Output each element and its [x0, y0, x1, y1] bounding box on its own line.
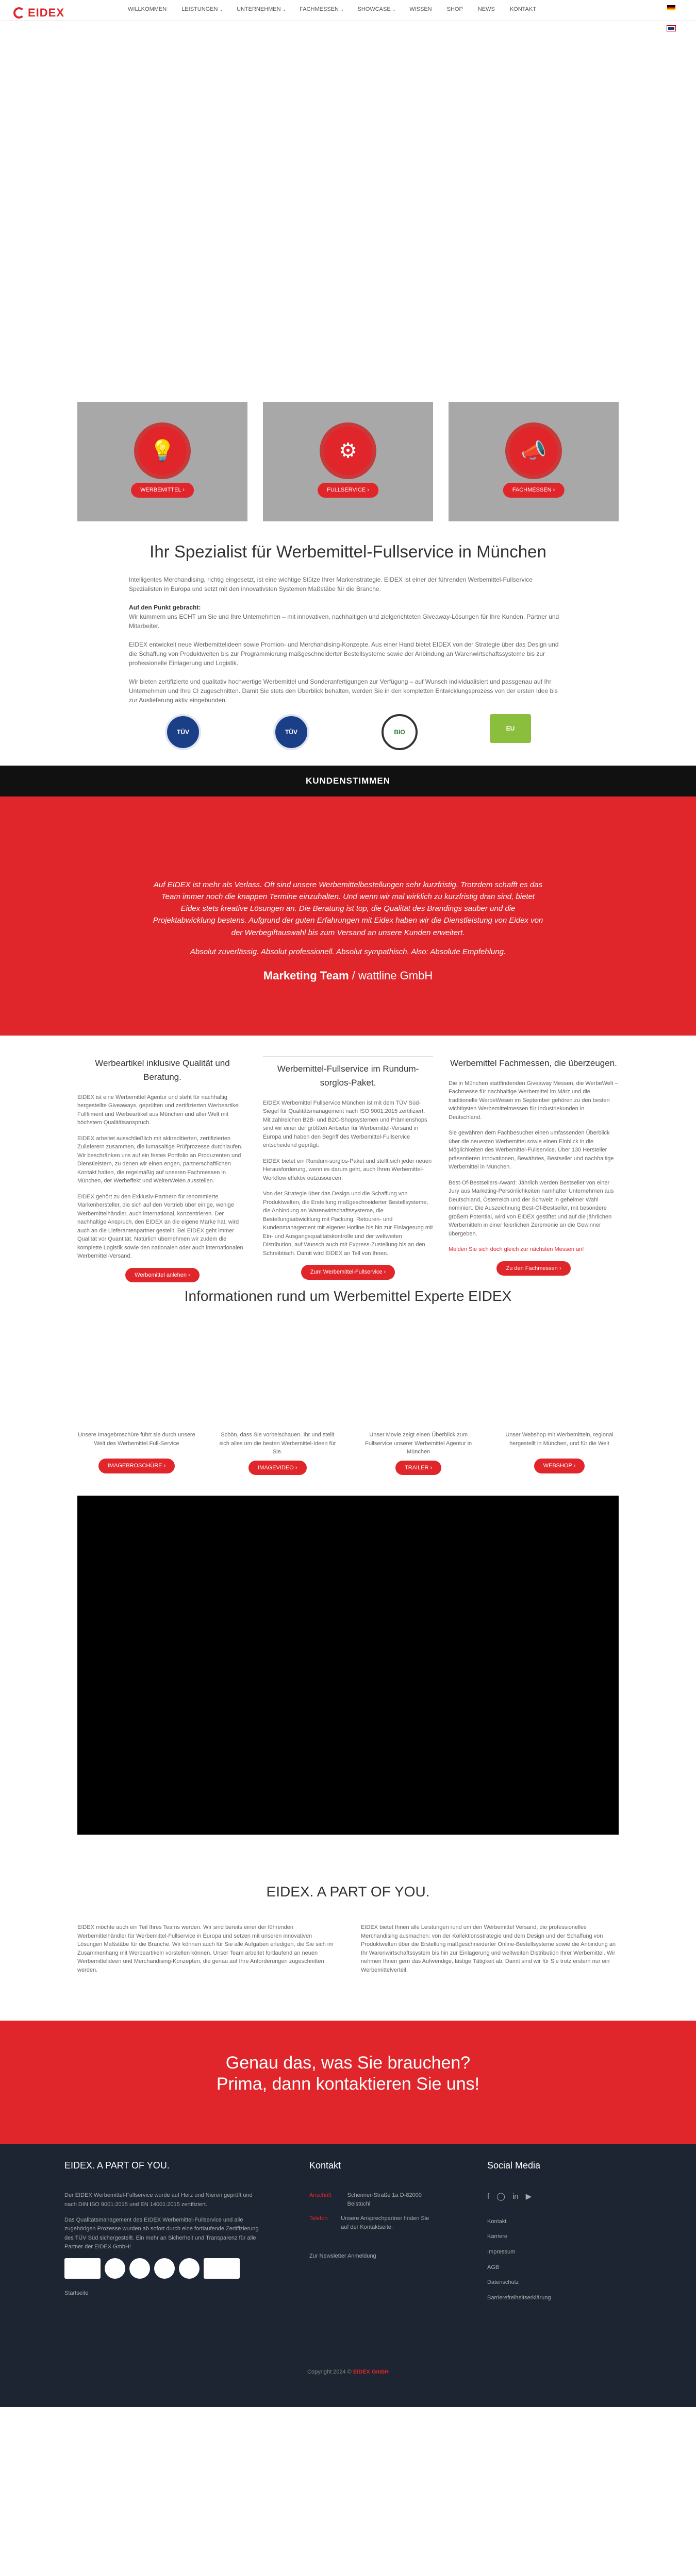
footer-badges: [64, 2258, 260, 2279]
bio-seal-icon: [154, 2258, 175, 2279]
info-text: Unser Webshop mit Werbemitteln, regional hergestellt in München, und für die Welt: [505, 1432, 614, 1447]
info-text: Unsere Imagebroschüre führt sie durch unsere Welt des Werbemittel Full-Service: [78, 1432, 195, 1447]
column-paragraph: Die in München stattfindenden Giveaway Messen, die WerbeWelt – Fachmesse für nachhaltige Werbemittel im März und die traditionelle WerbeWesen im September gehören zu den besten wichtigsten Werbemittelmessen für Industriekunden in Deutschland.: [449, 1080, 618, 1121]
site-header: [0, 0, 696, 21]
fullservice-button[interactable]: FULLSERVICE ›: [318, 483, 378, 498]
fullservice-link-button[interactable]: Zum Werbemittel-Fullservice ›: [301, 1265, 395, 1280]
nav-item-leistungen[interactable]: LEISTUNGEN ⌄: [181, 6, 224, 12]
flag-uk-icon[interactable]: [667, 26, 675, 31]
site-footer: [0, 2144, 696, 2407]
info-item: [77, 1431, 196, 1475]
part-text: [77, 1923, 619, 1974]
footer-link[interactable]: Datenschutz: [487, 2279, 519, 2286]
logo-icon: [13, 7, 25, 19]
cta-line: Prima, dann kontaktieren Sie uns!: [216, 2074, 480, 2094]
tile-fullservice[interactable]: [263, 402, 433, 521]
werbemittel-anlehen-button[interactable]: Werbemittel anlehen ›: [125, 1268, 199, 1283]
footer-social: [487, 2159, 632, 2309]
footer-text: Das Qualitätsmanagement des EIDEX Werbemittel-Fullservice und alle zugehörigen Prozesse wurden ab sofort durch eine fortlaufende Zertifizierung des TÜV Süd sichergestellt. Ein mehr an Sicherheit und Transparenz für alle Partner der EIDEX GmbH!: [64, 2216, 259, 2250]
youtube-icon[interactable]: ▶: [525, 2192, 532, 2201]
webshop-button[interactable]: WEBSHOP ›: [534, 1459, 585, 1473]
testimonial: [0, 796, 696, 1036]
footer-heading: Kontakt: [309, 2160, 341, 2171]
info-title: Informationen rund um Werbemittel Experte EIDEX: [184, 1288, 512, 1304]
testimonial-author: Marketing Team / wattline GmbH: [263, 969, 433, 982]
page-title: Ihr Spezialist für Werbemittel-Fullservice in München: [150, 542, 546, 561]
footer-link[interactable]: Barrierefreiheitserklärung: [487, 2294, 551, 2301]
column-title: Werbemittel-Fullservice im Rundum-sorglos-Paket.: [263, 1056, 433, 1090]
testimonial-tagline: Absolut zuverlässig. Absolut professionell. Absolut sympathisch. Also: Absolute Empfehlung.: [190, 947, 506, 956]
column-title: Werbemittel Fachmessen, die überzeugen.: [450, 1058, 617, 1068]
info-item: [500, 1431, 619, 1475]
footer-link[interactable]: Kontakt: [487, 2218, 507, 2225]
column-fachmessen: [449, 1056, 619, 1283]
contact-cta[interactable]: [0, 2021, 696, 2144]
facebook-icon[interactable]: f: [487, 2192, 490, 2201]
info-text: Schön, dass Sie vorbeischauen. Ihr und stellt sich alles um die besten Werbemittel-Ideen für Sie.: [219, 1432, 336, 1455]
column-title: Werbeartikel inklusive Qualität und Beratung.: [95, 1058, 230, 1082]
feature-columns: [77, 1056, 619, 1283]
tuv-seal-icon: TÜV: [273, 714, 309, 750]
info-downloads: [77, 1431, 619, 1475]
footer-heading: Social Media: [487, 2160, 541, 2171]
trailer-button[interactable]: TRAILER ›: [395, 1461, 441, 1476]
column-paragraph: Melden Sie sich doch gleich zur nächsten Messen an!: [449, 1246, 584, 1253]
part-left: EIDEX möchte auch ein Teil Ihres Teams werden. Wir sind bereits einer der führenden Werbemittelhändler für Werbemittel-Fullservice in Europa und setzen mit unseren innovativen Lösungen Maßstäbe für die Branche. Wir können auch für Sie alle Aufgaben erledigen, die Sie sich im Zusammenhang mit Werbeartikeln vorstellen können. Unser Team arbeitet fortlaufend an neuen Werbemittelideen und Merchandising-Konzepten, die genau auf Ihre Anforderungen zugeschnitten werden.: [77, 1924, 334, 1973]
nav-item-fachmessen[interactable]: FACHMESSEN ⌄: [300, 6, 344, 12]
main-nav: [121, 5, 544, 14]
imagebroschuere-button[interactable]: IMAGEBROSCHÜRE ›: [98, 1459, 175, 1473]
nav-item-kontakt[interactable]: KONTAKT: [509, 6, 536, 12]
intro-paragraph: Wir bieten zertifizierte und qualitativ hochwertige Werbemittel und Sonderanfertigungen zur Verfügung – auf Wunsch individualisiert und passgenau auf Ihr Unternehmen und Ihre CI zugeschnitten. Damit Sie stets den Überblick behalten, werden Sie in den kompletten Entwicklungsprozess von der ersten Idee bis zur Auslieferung aktiv eingebunden.: [129, 677, 558, 704]
werbemittel-button[interactable]: WERBEMITTEL ›: [131, 483, 194, 498]
column-fullservice: [263, 1056, 433, 1283]
fachmessen-button[interactable]: FACHMESSEN ›: [503, 483, 565, 498]
column-paragraph: Von der Strategie über das Design und die Schaffung von Produktwelten, die Erstellung maßgeschneiderter Bestellsysteme, die Anbindung an Warenwirtschaftssysteme, die Bestellungsabwicklung mit Packung, Retouren- und Kundenmanagement mit eigener Hotline bis hin zur Einlagerung mit Ein- und Ausgangsqualitätskontrolle und der weltweiten Distribution, auf Wunsch auch mit Express-Zustellung bis an den Schreibtisch. Damit wird EIDEX an Tell von Ihnen.: [263, 1191, 433, 1257]
newsletter-link[interactable]: Zur Newsletter Anmeldung: [309, 2253, 376, 2260]
bbe-logo-icon: [64, 2258, 101, 2279]
eu-organic-icon: [179, 2258, 200, 2279]
tuv-seal-icon: TÜV: [165, 714, 201, 750]
testimonial-heading: KUNDENSTIMMEN: [0, 766, 696, 796]
footer-heading: EIDEX. A PART OF YOU.: [64, 2160, 170, 2171]
footer-link-home[interactable]: Startseite: [64, 2290, 89, 2296]
intro-paragraph: Intelligentes Merchandising, richtig eingesetzt, ist eine wichtige Stütze Ihrer Markenstrategie. EIDEX ist einer der führenden Werbemittel-Fullservice Spezialisten in Europa und setzt mit den innovativsten Systemen Maßstäbe für die Branche.: [129, 575, 533, 592]
imagevideo-button[interactable]: IMAGEVIDEO ›: [248, 1461, 306, 1476]
footer-link[interactable]: Karriere: [487, 2233, 508, 2240]
service-tiles: [77, 402, 619, 521]
info-item: [218, 1431, 337, 1475]
gear-icon: ⚙: [320, 422, 376, 479]
tile-fachmessen[interactable]: [449, 402, 619, 521]
nav-item-showcase[interactable]: SHOWCASE ⌄: [357, 6, 396, 12]
instagram-icon[interactable]: ◯: [496, 2192, 505, 2201]
intro-paragraph: Auf den Punkt gebracht: Wir kümmern uns ECHT um Sie und Ihre Unternehmen – mit innovativen, nachhaltigen und zielgerichteten Giveaway-Lösungen für Ihre Kunden, Partner und Mitarbeiter.: [129, 603, 559, 630]
bulb-icon: 💡: [134, 422, 191, 479]
testimonial-quote: Auf EIDEX ist mehr als Verlass. Oft sind unsere Werbemittelbestellungen sehr kurzfristig. Trotzdem schafft es das Team immer noch die knappen Termine einzuhalten. Und wenn wir mal wirklich zu kurzfristig dran sind, bietet Eidex stets kreative Lösungen an. Die Beratung ist top, die Qualität des Brandings sauber und die Projektabwicklung bestens. Aufgrund der guten Erfahrungen mit Eidex haben wir die Dienstleistung von Eidex von der Werbegiftauswahl bis zum Versand an unsere Kunden erweitert.: [153, 880, 543, 937]
footer-contact: [309, 2159, 438, 2309]
logo[interactable]: [13, 4, 64, 21]
chevron-down-icon: ⌄: [392, 7, 396, 12]
social-icons: [487, 2191, 632, 2203]
fachmessen-link-button[interactable]: Zu den Fachmessen ›: [496, 1261, 570, 1276]
flag-de-icon[interactable]: [667, 5, 675, 10]
linkedin-icon[interactable]: in: [512, 2192, 519, 2201]
column-paragraph: Best-Of-Bestsellers-Award: Jährlich werden Bestseller von einer Jury aus Marketing-Persönlichkeiten namhafter Unternehmen aus Deutschland, Österreich und der Schweiz in geheimer Wahl nominiert. Die Auszeichnung Best-Of-Bestseller, mit besondere großem Potential, wird von EIDEX gestiftet und auf die jährlichen Werbemitteln in einer feierlichen Zeremonie an die Gewinner übergeben.: [449, 1179, 614, 1237]
tuv-seal-icon: [129, 2258, 150, 2279]
footer-link[interactable]: Impressum: [487, 2249, 516, 2256]
column-paragraph: EIDEX arbeitet ausschließlich mit akkreditierten, zertifizierten Zulieferern zusammen, die lumasaltige Prüfprozesse durchlaufen. Wir beschränken uns auf ein festes Portfolio an Produzenten und Dienstleistern, zu denen wir einen engen, partnerschaftlichen Kontakt halten, die regelmäßig auf unseren Fachmessen in München, der Werbeffekt und WeiterWelen ausstellen.: [77, 1135, 243, 1184]
bio-seal-icon: BIO: [382, 714, 418, 750]
column-paragraph: EIDEX gehört zu den Exklusiv-Partnern für renommierte Markenhersteller, die sich auf den Vertrieb über einige, wenige Werbemittelhändler, auch international, konzentrieren. Der nachhaltige Anspruch, den EIDEX an die eigene Marke hat, wird auch an die Lieferantenpartner gestellt. Bei EIDEX geht immer Qualität vor Quantität. Natürlich übernehmen wir zudem die komplette Logistik sowie den nationalen oder auch internationalen Werbemittel-Versand.: [77, 1193, 243, 1260]
nav-item-shop[interactable]: SHOP: [446, 6, 463, 12]
info-item: [359, 1431, 478, 1475]
column-werbeartikel: [77, 1056, 247, 1283]
column-paragraph: Sie gewähren dem Fachbesucher einen umfassenden Überblick über die neuesten Werbemittel sowie einen Einblick in die Möglichkeiten des Werbemittel-Fullservice. Über 130 Hersteller präsentieren Innovationen, Bewährtes, Bestseller und nachhaltige Werbemittel in München.: [449, 1130, 614, 1171]
nav-item-news[interactable]: NEWS: [477, 6, 495, 12]
column-paragraph: EIDEX bietet ein Rundum-sorglos-Paket und stellt sich jeder neuen Herausforderung, wenn es darum geht, auch Ihren Werbemittel-Workflow effektiv outzusourcen:: [263, 1158, 432, 1181]
footer-text: Der EIDEX Werbemittel-Fullservice wurde auf Herz und Nieren geprüft und nach DIN ISO 9001:2015 und EN 14001:2015 zertifiziert.: [64, 2192, 253, 2208]
column-paragraph: EIDEX Werbemittel Fullservice München ist mit dem TÜV Süd-Siegel für Qualitätsmanagement nach ISO 9001:2015 zertifiziert. Mit zahlreichen B2B- und B2C-Shopsystemen und Prämienshops sind wir einer der größten Anbieter für Werbemittel-Versand in Europa und haben den Begriff des Werbemittel-Fullservice entscheidend geprägt.: [263, 1099, 427, 1149]
tile-werbemittel[interactable]: [77, 402, 247, 521]
part-right: EIDEX bietet Ihnen alle Leistungen rund um den Werbemittel Versand, die professionelles Merchandising ausmachen: von der Kollektionsstrategie und dem Design und der Schaffung von Produktwelten über die Erstellung maßgeschneiderter Online-Bestellsysteme sowie die Anbindung an Ihr Warenwirtschaftssystem bis hin zur Einlagerung und weltweiten Distribution Ihrer Werbemittel. Wir nehmen Ihnen gern das Aufwendige, lästige Tätigkeit ab. Damit sind wir für Sie trotz erstern nur ein Werbemittelverteil.: [361, 1924, 616, 1973]
certificates: [129, 714, 567, 750]
phone: Telefon Unsere Ansprechpartner finden Sie auf der Kontaktseite.: [309, 2215, 429, 2230]
logo-text: EIDEX: [28, 6, 65, 19]
intro-text: [129, 575, 567, 705]
eu-organic-icon: EU: [490, 714, 531, 743]
chevron-down-icon: ⌄: [340, 7, 344, 12]
award-icon: [204, 2258, 240, 2279]
footer-about: [64, 2159, 260, 2309]
part-title: EIDEX. A PART OF YOU.: [266, 1884, 430, 1900]
intro-paragraph: EIDEX entwickelt neue Werbemittelideen sowie Promion- und Merchandising-Konzepte. Aus einer Hand bietet EIDEX von der Strategie über das Design und die Schaffung von Produktwelten bis zur Programmierung maßgeschneiderter Bestellsysteme sowie der Anbindung an Warenwirtschaftssysteme bis zur professionelle Einlagerung und Logistik.: [129, 640, 559, 667]
megaphone-icon: 📣: [505, 422, 562, 479]
video-player[interactable]: [77, 1496, 619, 1835]
nav-item-wissen[interactable]: WISSEN: [409, 6, 432, 12]
address: Anschrift Schenner-Straße 1a D-82000 Beistüchl: [309, 2192, 422, 2207]
chevron-down-icon: ⌄: [219, 7, 224, 12]
tuv-seal-icon: [105, 2258, 125, 2279]
hero-area: [0, 21, 696, 402]
cta-line: Genau das, was Sie brauchen?: [225, 2053, 471, 2073]
copyright: Copyright 2024 © EIDEX GmbH: [307, 2368, 389, 2375]
footer-link[interactable]: AGB: [487, 2264, 500, 2270]
chevron-down-icon: ⌄: [282, 7, 287, 12]
info-text: Unser Movie zeigt einen Überblick zum Fullservice unserer Werbemittel Agentur in München: [365, 1432, 472, 1455]
nav-item-unternehmen[interactable]: UNTERNEHMEN ⌄: [237, 6, 287, 12]
column-paragraph: EIDEX ist eine Werbemittel Agentur und steht für nachhaltig hergestellte Giveaways, geprüften und zertifizierten Werbeartikel Fullfilment und Werbeartikel aus München und aller Welt mit höchstem Qualitätsanspruch.: [77, 1094, 240, 1126]
nav-item-willkommen[interactable]: WILLKOMMEN: [128, 6, 167, 12]
